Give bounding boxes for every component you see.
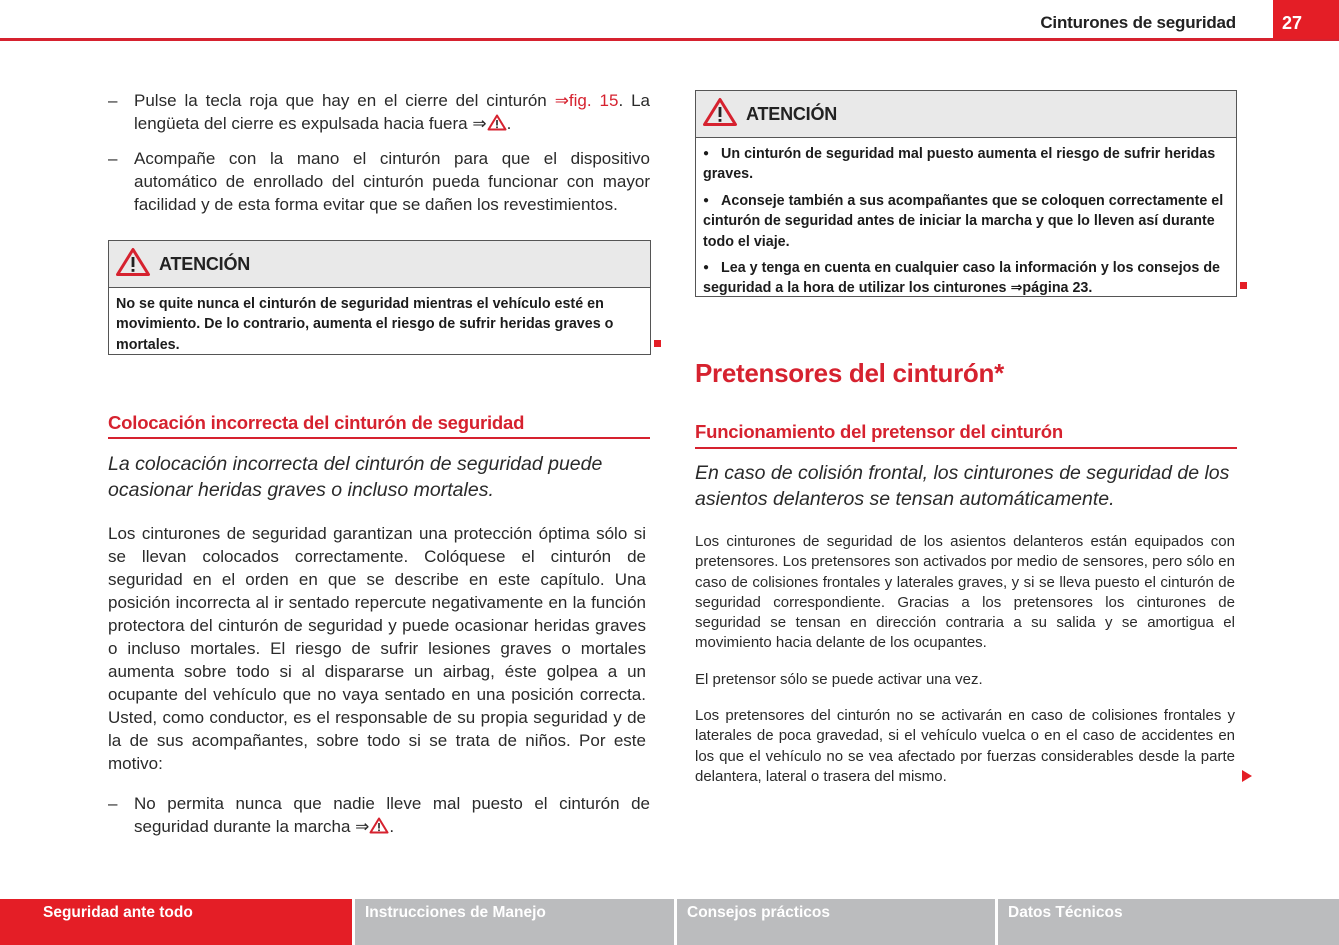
lead-text: La colocación incorrecta del cinturón de seguridad puede ocasionar heridas graves o incluso mortales. bbox=[108, 453, 603, 501]
warning-bullet: ● Aconseje también a sus acompañantes que se coloquen correctamente el cinturón de seguridad antes de iniciar la marcha y que lo lleven así durante todo el viaje. bbox=[703, 192, 1224, 250]
dash-marker: – bbox=[108, 794, 118, 813]
section-heading: Colocación incorrecta del cinturón de seguridad bbox=[108, 412, 525, 433]
lead-text: En caso de colisión frontal, los cinturones de seguridad de los asientos delanteros se tensan automáticamente. bbox=[695, 462, 1230, 510]
page-number: 27 bbox=[1273, 0, 1339, 39]
warning-bullet: ● Un cinturón de seguridad mal puesto aumenta el riesgo de sufrir heridas graves. bbox=[703, 146, 1216, 183]
footer-tab-instrucciones[interactable]: Instrucciones de Manejo bbox=[355, 899, 674, 945]
warning-header bbox=[109, 241, 650, 288]
footer-tab-datos[interactable]: Datos Técnicos bbox=[998, 899, 1339, 945]
warning-title: ATENCIÓN bbox=[746, 103, 838, 124]
warning-triangle-icon bbox=[702, 97, 738, 132]
warning-triangle-icon bbox=[115, 247, 151, 282]
section-title: Cinturones de seguridad bbox=[1040, 13, 1236, 32]
step-item: – No permita nunca que nadie lleve mal puesto el cinturón de seguridad durante la marcha ⇒ . bbox=[108, 792, 650, 840]
right-body bbox=[695, 532, 1235, 787]
body-paragraph: El pretensor sólo se puede activar una vez. bbox=[695, 670, 983, 688]
step-item: – Acompañe con la mano el cinturón para que el dispositivo automático de enrollado del cinturón pueda funcionar con mayor facilidad y de esta forma evitar que se dañen los revestimientos. bbox=[108, 149, 650, 214]
bullet-icon: ● bbox=[703, 194, 710, 206]
section-end-marker-icon bbox=[1240, 282, 1247, 289]
body-paragraph: Los cinturones de seguridad garantizan una protección óptima sólo si se llevan colocados correctamente. Colóquese el cinturón de seguridad en el orden en que se describe en este capítulo. Una posición incorrecta al ir sentado repercute negativamente en la función protectora del cinturón de seguridad y puede ocasionar heridas graves o incluso mortales. El riesgo de sufrir lesiones graves o mortales aumenta sobre todo si al dispararse un airbag, éste golpea a un ocupante del vehículo que no vaya sentado en una posición correcta. Usted, como conductor, es el responsable de su propia seguridad y de la de sus acompañantes, sobre todo si se trata de niños. Por este motivo: bbox=[108, 524, 646, 773]
footer-tab-seguridad[interactable]: Seguridad ante todo bbox=[0, 899, 352, 945]
figure-link[interactable]: ⇒fig. 15 bbox=[554, 91, 619, 110]
header-rule bbox=[0, 38, 1339, 41]
section-end-marker-icon bbox=[654, 340, 661, 347]
body-paragraph: Los pretensores del cinturón no se activarán en caso de colisiones frontales y laterales de poca gravedad, si el vehículo vuelca o en el caso de accidentes en los que el vehículo no se vea afectado por fuerzas considerables desde la parte delantera, lateral o trasera del mismo. bbox=[695, 707, 1235, 785]
warning-header bbox=[696, 91, 1236, 138]
left-step-bottom bbox=[108, 792, 650, 840]
continue-arrow-icon bbox=[1242, 770, 1252, 782]
step-item: – Pulse la tecla roja que hay en el cierre del cinturón ⇒fig. 15. La lengüeta del cierre es expulsada hacia fuera ⇒ . bbox=[108, 89, 650, 137]
warning-box bbox=[695, 90, 1237, 297]
warning-triangle-icon[interactable] bbox=[487, 114, 507, 137]
dash-marker: – bbox=[108, 149, 118, 168]
warning-box bbox=[108, 240, 651, 355]
warning-title: ATENCIÓN bbox=[159, 253, 251, 274]
left-steps-top bbox=[108, 89, 650, 216]
body-paragraph: Los cinturones de seguridad de los asientos delanteros están equipados con pretensores. Los pretensores son activados por medio de sensores, pero sólo en caso de colisiones frontales y laterales graves, y si se lleva puesto el cinturón de seguridad correspondiente. Gracias a los pretensores los cinturones de seguridad se tensan en dirección contraria a su salida y se amortigua el movimiento hacia delante de los ocupantes. bbox=[695, 533, 1235, 652]
bullet-icon: ● bbox=[703, 262, 710, 274]
warning-text: No se quite nunca el cinturón de seguridad mientras el vehículo esté en movimiento. De lo contrario, aumenta el riesgo de sufrir heridas graves o mortales. bbox=[116, 296, 614, 353]
warning-bullet: ● Lea y tenga en cuenta en cualquier caso la información y los consejos de seguridad a la hora de utilizar los cinturones ⇒página 23. bbox=[703, 260, 1221, 297]
dash-marker: – bbox=[108, 91, 118, 110]
bullet-icon: ● bbox=[703, 148, 710, 159]
warning-triangle-icon[interactable] bbox=[369, 817, 389, 840]
heading-rule bbox=[108, 437, 650, 439]
footer-tab-consejos[interactable]: Consejos prácticos bbox=[677, 899, 995, 945]
chapter-heading: Pretensores del cinturón* bbox=[695, 358, 1004, 388]
heading-rule bbox=[695, 447, 1237, 449]
warning-list bbox=[696, 138, 1236, 304]
section-heading: Funcionamiento del pretensor del cinturón bbox=[695, 421, 1063, 442]
